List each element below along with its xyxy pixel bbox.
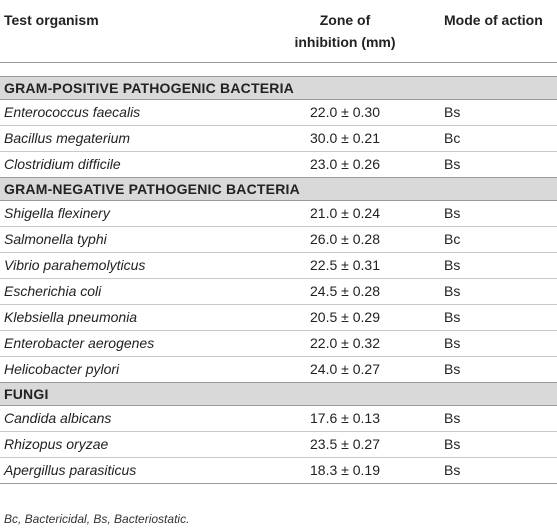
cell-organism: Rhizopus oryzae [0,431,250,457]
header-zone-line2: inhibition (mm) [294,34,396,50]
cell-organism: Salmonella typhi [0,226,250,252]
cell-mode: Bs [444,156,461,172]
table-row [0,278,557,304]
table-row [0,405,557,431]
cell-mode: Bs [444,361,461,377]
table-row [0,151,557,177]
cell-organism: Apergillus parasiticus [0,457,250,483]
cell-zone: 22.5 ± 0.31 [250,252,440,278]
group-title: GRAM-NEGATIVE PATHOGENIC BACTERIA [0,177,557,200]
cell-organism: Clostridium difficile [4,156,121,172]
cell-zone: 30.0 ± 0.21 [250,125,440,151]
cell-organism: Vibrio parahemolyticus [0,252,250,278]
cell-mode: Bs [440,431,557,457]
cell-zone: 23.5 ± 0.27 [250,431,440,457]
cell-mode: Bs [440,330,557,356]
group-header-row [0,177,557,200]
cell-organism: Helicobacter pylori [4,361,120,377]
table-row [0,226,557,252]
header-zone-line1: Zone of [319,12,371,28]
cell-mode: Bs [440,278,557,304]
group-title: GRAM-POSITIVE PATHOGENIC BACTERIA [0,76,557,99]
cell-organism: Enterobacter aerogenes [0,330,250,356]
table-header-row [0,0,557,62]
cell-zone: 23.0 ± 0.26 [310,156,380,172]
cell-mode: Bs [440,457,557,483]
cell-zone: 22.0 ± 0.32 [250,330,440,356]
table-footnote: Bc, Bactericidal, Bs, Bacteriostatic. [4,512,190,526]
group-title: FUNGI [0,382,557,405]
table-row [0,125,557,151]
cell-organism: Shigella flexinery [0,200,250,226]
table-body [0,62,557,483]
table-row [0,431,557,457]
cell-zone: 18.3 ± 0.19 [250,457,440,483]
cell-mode: Bs [440,99,557,125]
table-row [0,252,557,278]
cell-mode: Bs [440,252,557,278]
cell-mode: Bs [440,304,557,330]
cell-zone: 17.6 ± 0.13 [250,405,440,431]
cell-zone: 21.0 ± 0.24 [250,200,440,226]
header-zone-of-inhibition [250,0,440,62]
table-row [0,457,557,483]
cell-zone: 24.5 ± 0.28 [250,278,440,304]
group-header-row [0,382,557,405]
cell-organism: Enterococcus faecalis [0,99,250,125]
cell-zone: 24.0 ± 0.27 [310,361,380,377]
table-row [0,356,557,382]
table-row [0,200,557,226]
header-spacer [0,62,557,76]
header-mode-of-action: Mode of action [440,0,557,62]
cell-mode: Bs [440,200,557,226]
table-row [0,330,557,356]
header-test-organism: Test organism [0,0,250,62]
cell-zone: 22.0 ± 0.30 [250,99,440,125]
cell-organism: Candida albicans [0,405,250,431]
cell-mode: Bs [440,405,557,431]
cell-mode: Bc [440,125,557,151]
group-header-row [0,76,557,99]
cell-organism: Klebsiella pneumonia [0,304,250,330]
cell-zone: 20.5 ± 0.29 [250,304,440,330]
cell-mode: Bc [440,226,557,252]
cell-zone: 26.0 ± 0.28 [250,226,440,252]
table-row [0,304,557,330]
table-row [0,99,557,125]
cell-organism: Bacillus megaterium [0,125,250,151]
cell-organism: Escherichia coli [0,278,250,304]
